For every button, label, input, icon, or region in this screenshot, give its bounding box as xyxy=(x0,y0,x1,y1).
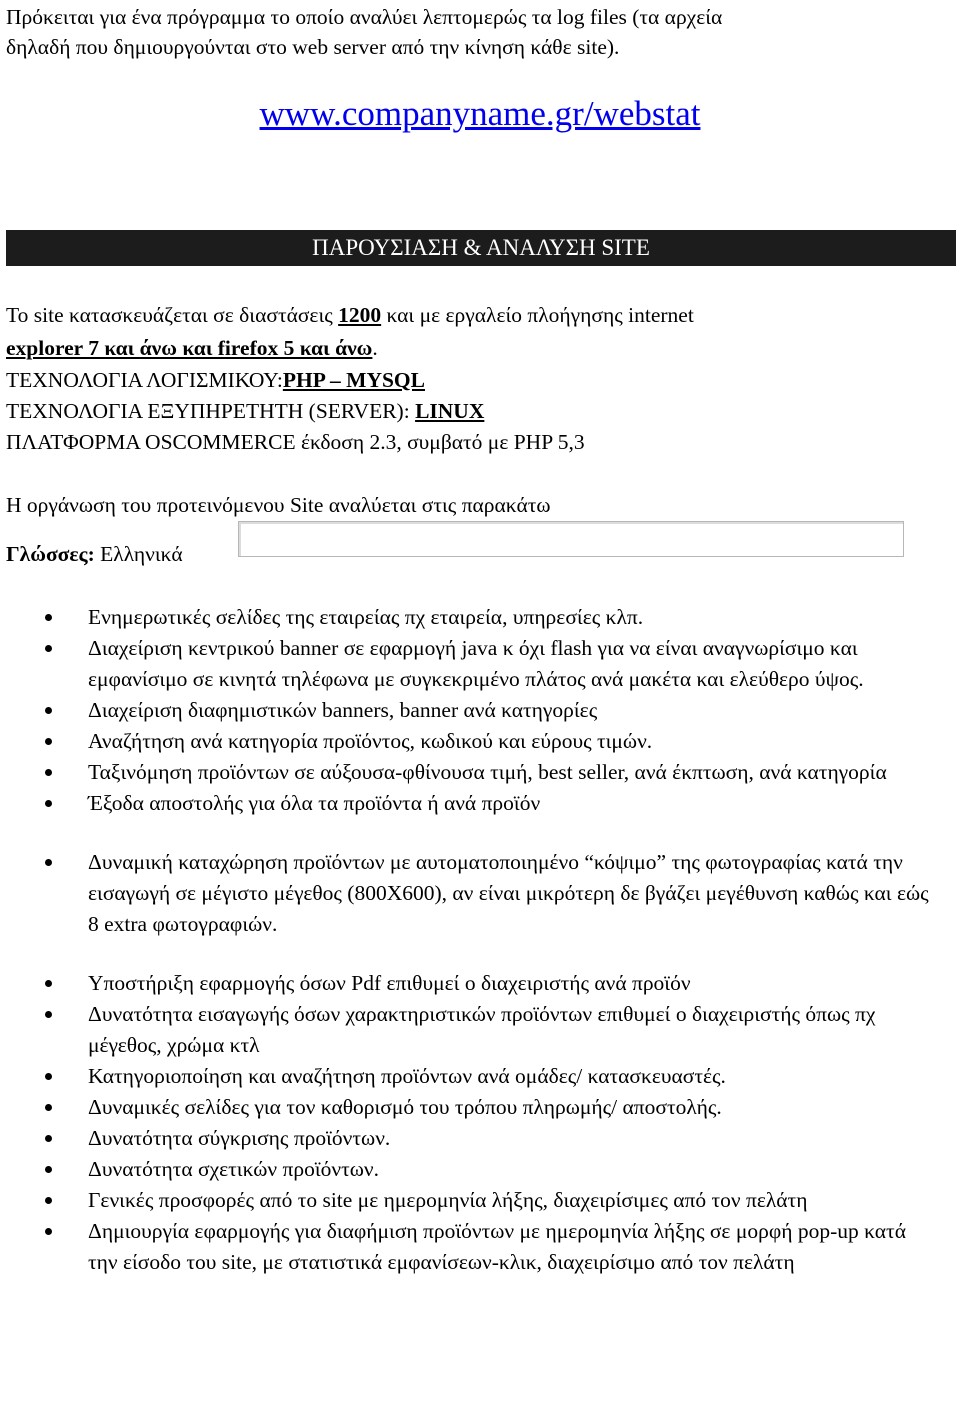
feature-item xyxy=(0,1185,960,1216)
bullet-icon xyxy=(45,707,52,714)
spec-server-label: ΤΕΧΝΟΛΟΓΙΑ ΕΞΥΠΗΡΕΤΗΤΗ (SERVER): xyxy=(6,399,416,423)
spec-resolution xyxy=(6,302,694,328)
feature-text: Ταξινόμηση προϊόντων σε αύξουσα-φθίνουσα τιμή, best seller, ανά έκπτωση, ανά κατηγορία xyxy=(88,760,887,784)
bullet-icon xyxy=(45,980,52,987)
bullet-icon xyxy=(45,1166,52,1173)
feature-text: Υποστήριξη εφαρμογής όσων Pdf επιθυμεί ο διαχειριστής ανά προϊόν xyxy=(88,971,691,995)
spec-resolution-value: 1200 xyxy=(338,303,382,327)
section-banner: ΠΑΡΟΥΣΙΑΣΗ & ΑΝΑΛΥΣΗ SITE xyxy=(6,230,956,266)
feature-text: Δημιουργία εφαρμογής για διαφήμιση προϊόντων με ημερομηνία λήξης σε μορφή pop-up κατά την είσοδο του site, με στατιστικά εμφανίσεων-κλικ, διαχειρίσιμο από τον πελάτη xyxy=(88,1219,906,1274)
feature-item xyxy=(0,968,960,999)
spec-resolution-text-c: και με εργαλείο πλοήγησης internet xyxy=(381,303,694,327)
features-list xyxy=(0,602,960,1278)
languages-value: Ελληνικά xyxy=(94,542,183,566)
feature-text: Γενικές προσφορές από το site με ημερομηνία λήξης, διαχειρίσιμες από τον πελάτη xyxy=(88,1188,808,1212)
bullet-icon xyxy=(45,800,52,807)
bullet-icon xyxy=(45,1197,52,1204)
bullet-icon xyxy=(45,769,52,776)
languages-label: Γλώσσες: xyxy=(6,542,95,566)
spec-software-value: PHP – MYSQL xyxy=(282,368,425,392)
spec-platform: ΠΛΑΤΦΟΡΜΑ OSCOMMERCE έκδοση 2.3, συμβατό με PHP 5,3 xyxy=(6,430,585,454)
feature-item xyxy=(0,695,960,726)
webstat-link[interactable]: www.companyname.gr/webstat xyxy=(259,94,701,133)
feature-text: Διαχείριση διαφημιστικών banners, banner ανά κατηγορίες xyxy=(88,698,598,722)
bullet-icon xyxy=(45,859,52,866)
feature-item xyxy=(0,633,960,695)
feature-text: Κατηγοριοποίηση και αναζήτηση προϊόντων ανά ομάδες/ κατασκευαστές. xyxy=(88,1064,726,1088)
intro-line-1: Πρόκειται για ένα πρόγραμμα το οποίο αναλύει λεπτομερώς τα log files (τα αρχεία xyxy=(6,5,723,29)
spec-browsers xyxy=(6,335,378,361)
feature-item xyxy=(0,847,960,940)
spec-software-label: ΤΕΧΝΟΛΟΓΙΑ ΛΟΓΙΣΜΙΚΟΥ: xyxy=(6,368,283,392)
spec-resolution-text-a: Το site κατασκευάζεται σε διαστάσεις xyxy=(6,303,339,327)
feature-text: Αναζήτηση ανά κατηγορία προϊόντος, κωδικού και εύρους τιμών. xyxy=(88,729,653,753)
spec-software xyxy=(6,367,425,393)
feature-item xyxy=(0,726,960,757)
feature-text: Δυναμική καταχώρηση προϊόντων με αυτοματοποιημένο “κόψιμο” της φωτογραφίας κατά την εισαγωγή σε μέγιστο μέγεθος (800Χ600), αν είναι μικρότερη δε βγάζει μεγέθυνση καθώς και εώς 8 extra φωτογραφιών. xyxy=(88,850,929,936)
feature-item xyxy=(0,1154,960,1185)
bullet-icon xyxy=(45,1135,52,1142)
languages-input-box[interactable] xyxy=(238,521,904,557)
bullet-icon xyxy=(45,1104,52,1111)
feature-text: Διαχείριση κεντρικού banner σε εφαρμογή java κ όχι flash για να είναι αναγνωρίσιμο και εμφανίσιμο σε κινητά τηλέφωνα με συγκεκριμένο πλάτος ανά μακέτα και ελεύθερο ύψος. xyxy=(88,636,864,691)
bullet-icon xyxy=(45,738,52,745)
feature-item xyxy=(0,602,960,633)
feature-item xyxy=(0,1216,960,1278)
feature-text: Ενημερωτικές σελίδες της εταιρείας πχ εταιρεία, υπηρεσίες κλπ. xyxy=(88,605,644,629)
feature-text: Δυνατότητα εισαγωγής όσων χαρακτηριστικών προϊόντων επιθυμεί ο διαχειριστής όπως πχ μέγεθος, χρώμα κτλ xyxy=(88,1002,876,1057)
bullet-icon xyxy=(45,645,52,652)
feature-item xyxy=(0,1061,960,1092)
feature-item xyxy=(0,999,960,1061)
organization-text: Η οργάνωση του προτεινόμενου Site αναλύεται στις παρακάτω xyxy=(6,493,551,517)
feature-text: Δυνατότητα σύγκρισης προϊόντων. xyxy=(88,1126,391,1150)
bullet-icon xyxy=(45,1073,52,1080)
feature-item xyxy=(0,788,960,819)
spec-browsers-period: . xyxy=(372,336,378,360)
feature-text: Δυνατότητα σχετικών προϊόντων. xyxy=(88,1157,379,1181)
bullet-icon xyxy=(45,1011,52,1018)
bullet-icon xyxy=(45,614,52,621)
spec-server xyxy=(6,398,484,424)
languages-row xyxy=(6,541,183,567)
spec-browsers-value: explorer 7 και άνω και firefox 5 και άνω xyxy=(6,336,373,360)
bullet-icon xyxy=(45,1228,52,1235)
feature-item xyxy=(0,1092,960,1123)
feature-text: Δυναμικές σελίδες για τον καθορισμό του τρόπου πληρωμής/ αποστολής. xyxy=(88,1095,722,1119)
feature-text: Έξοδα αποστολής για όλα τα προϊόντα ή ανά προϊόν xyxy=(88,791,541,815)
feature-item xyxy=(0,1123,960,1154)
intro-line-2: δηλαδή που δημιουργούνται στο web server από την κίνηση κάθε site). xyxy=(6,35,620,59)
feature-item xyxy=(0,757,960,788)
spec-server-value: LINUX xyxy=(415,399,485,423)
